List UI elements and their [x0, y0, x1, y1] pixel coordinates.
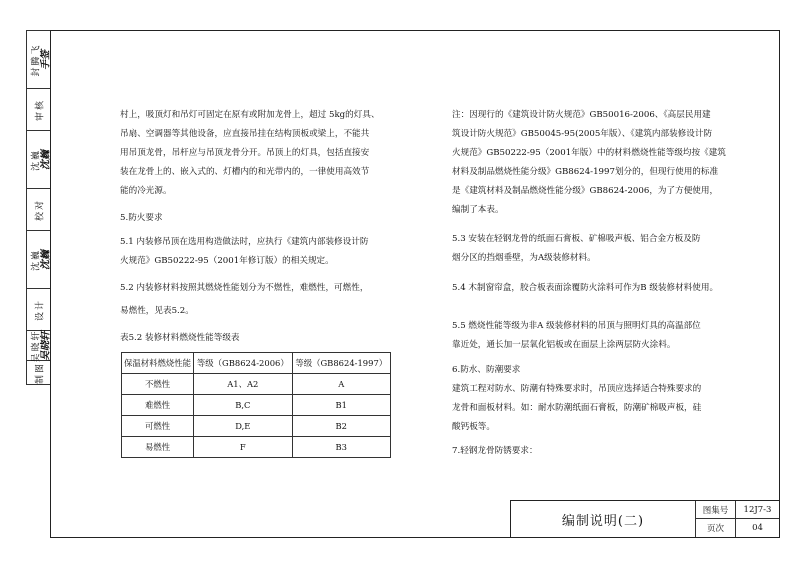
table-cell: 不燃性 [122, 374, 194, 395]
page-number-label: 页次 [696, 519, 736, 537]
table-cell: 易燃性 [122, 437, 194, 458]
strip-cell-fengtengfei [27, 31, 50, 89]
strip-cell-review [27, 89, 50, 131]
table-cell: B3 [292, 437, 390, 458]
right-line: 火规范》GB50222-95（2001年版）中的材料燃烧性能等级均按《建筑 [452, 148, 726, 158]
section-heading: 7.轻钢龙骨防锈要求： [452, 446, 538, 456]
right-line: 建筑工程对防水、防潮有特殊要求时，吊顶应选择适合特殊要求的 [452, 384, 702, 394]
right-line: 酸钙板等。 [452, 422, 495, 432]
fire-rating-table [121, 352, 391, 458]
table-row [122, 374, 391, 395]
strip-label: 校对 [35, 198, 45, 221]
table-row [122, 437, 391, 458]
table-header: 等级（GB8624-2006） [194, 353, 292, 374]
strip-label: 吴晓轩 [31, 328, 42, 363]
strip-cell-drafting [27, 361, 50, 385]
table-header: 等级（GB8624-1997） [292, 353, 390, 374]
strip-cell-wuxiaoxuan [27, 328, 52, 363]
left-line: 吊扇、空调器等其他设备，应直接吊挂在结构顶板或梁上，不能共 [120, 129, 370, 139]
table-caption: 表5.2 装修材料燃烧性能等级表 [120, 333, 240, 343]
strip-signature: 沈巍 [40, 249, 52, 270]
table-cell: D,E [194, 416, 292, 437]
strip-cell-shenwei-2 [27, 231, 50, 289]
section-heading: 6.防水、防潮要求 [452, 365, 521, 375]
table-cell: A [292, 374, 390, 395]
right-line: 5.5 燃烧性能等级为非A 级装修材料的吊顶与照明灯具的高温部位 [452, 321, 701, 331]
strip-cell-check [27, 189, 50, 231]
table-cell: 难燃性 [122, 395, 194, 416]
table-header-row [122, 353, 391, 374]
drawing-title: 编制说明(二) [511, 501, 696, 537]
signature-strip [26, 30, 50, 385]
strip-label: 制图 [35, 361, 45, 385]
table-header: 保温材料燃烧性能 [122, 353, 194, 374]
strip-signature: 手签 [40, 49, 52, 70]
table-cell: B2 [292, 416, 390, 437]
table-cell: 可燃性 [122, 416, 194, 437]
table-cell: B,C [194, 395, 292, 416]
table-row [122, 395, 391, 416]
strip-label: 审核 [35, 98, 45, 121]
section-heading: 5.防火要求 [120, 213, 163, 223]
right-line: 5.3 安装在轻钢龙骨的纸面石膏板、矿棉吸声板、铝合金方板及防 [452, 234, 701, 244]
right-line: 筑设计防火规范》GB50045-95(2005年版）、《建筑内部装修设计防 [452, 129, 713, 139]
right-line: 靠近处，通长加一层氧化铝板或在面层上涂两层防火涂料。 [452, 340, 676, 350]
left-line: 用吊顶龙骨，吊杆应与吊顶龙骨分开。吊顶上的灯具，包括直接安 [120, 148, 370, 158]
strip-signature: 吴晓轩 [40, 330, 52, 361]
atlas-number-value: 12J7-3 [736, 501, 779, 519]
table-cell: A1、A2 [194, 374, 292, 395]
strip-label: 封腾飞 [31, 42, 42, 77]
table-cell: F [194, 437, 292, 458]
right-line: 材料及制品燃烧性能分级》GB8624-1997划分的，但现行使用的标准 [452, 167, 719, 177]
right-line: 龙骨和面板材料。如：耐水防潮纸面石膏板，防潮矿棉吸声板，硅 [452, 403, 702, 413]
right-line: 注：因现行的《建筑设计防火规范》GB50016-2006、《高层民用建 [452, 110, 711, 120]
right-line: 是《建筑材料及制品燃烧性能分级》GB8624-2006，为了方便使用， [452, 186, 719, 196]
right-line: 编制了本表。 [452, 205, 504, 215]
table-cell: B1 [292, 395, 390, 416]
left-line: 装在龙骨上的、嵌入式的、灯槽内的和光带内的，一律使用高效节 [120, 167, 370, 177]
strip-label: 沈巍 [31, 248, 42, 271]
title-block [510, 500, 780, 538]
atlas-number-label: 图集号 [696, 501, 736, 519]
strip-label: 沈巍 [31, 148, 42, 171]
left-line: 能的冷光源。 [120, 186, 172, 196]
left-line: 村上，吸顶灯和吊灯可固定在原有或附加龙骨上，超过 5kg的灯具、 [120, 110, 380, 120]
left-line: 5.2 内装修材料按照其燃烧性能划分为不燃性，难燃性，可燃性， [120, 283, 369, 293]
strip-signature: 沈巍 [40, 149, 52, 170]
strip-label: 设计 [35, 298, 45, 321]
left-line: 5.1 内装修吊顶在选用构造做法时，应执行《建筑内部装修设计防 [120, 237, 369, 247]
strip-cell-design [27, 289, 50, 331]
right-line: 烟分区的挡烟垂壁，为A级装修材料。 [452, 253, 596, 263]
table-row [122, 416, 391, 437]
left-line: 火规范》GB50222-95（2001年修订版）的相关规定。 [120, 256, 334, 266]
right-line: 5.4 木制窗帘盒，胶合板表面涂覆防火涂料可作为B 级装修材料使用。 [452, 283, 719, 293]
left-line: 易燃性，见表5.2。 [120, 306, 194, 316]
page-number-value: 04 [752, 523, 763, 533]
strip-cell-shenwei-1 [27, 131, 50, 189]
